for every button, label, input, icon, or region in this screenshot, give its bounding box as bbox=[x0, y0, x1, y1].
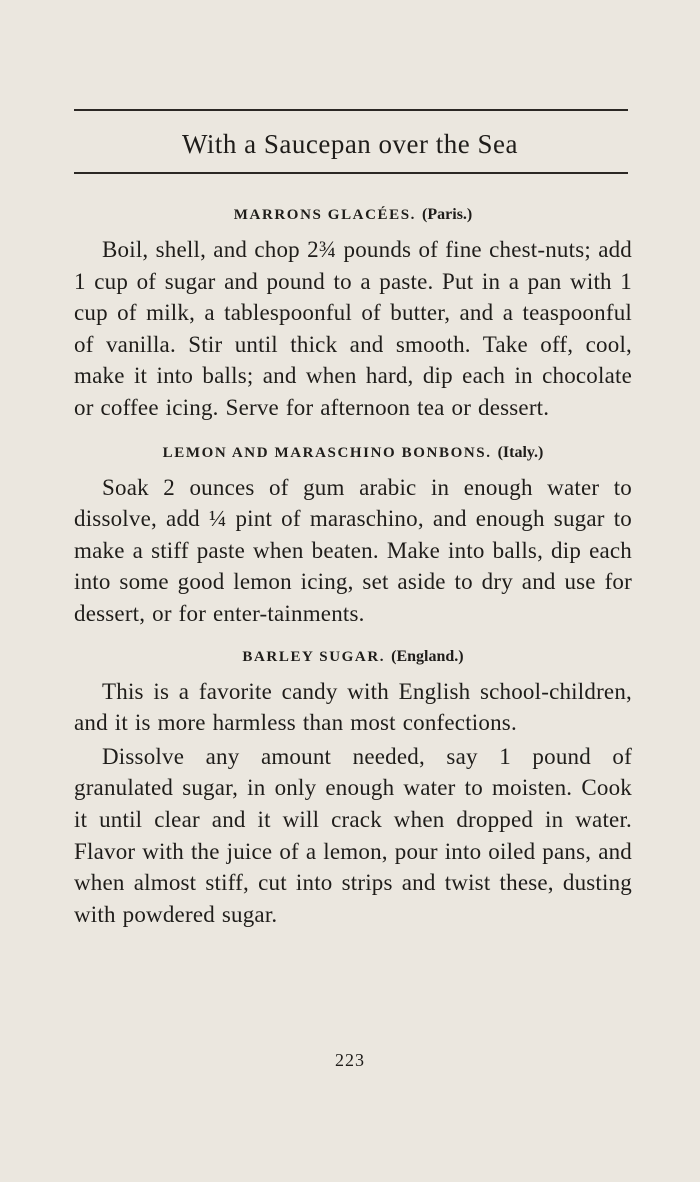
recipe-heading-lemon-maraschino-bonbons bbox=[74, 438, 632, 468]
recipe-heading-barley-sugar bbox=[74, 642, 632, 672]
recipe-origin: (Paris.) bbox=[422, 206, 473, 223]
recipe-title: LEMON AND MARASCHINO BONBONS. bbox=[162, 444, 492, 461]
recipe-paragraph: Boil, shell, and chop 2¾ pounds of fine chest-nuts; add 1 cup of sugar and pound to a paste. Put in a pan with 1 cup of milk, a tablespoonful of butter, and a teaspoonful of vanilla. Stir until thick and smooth. Take off, cool, make it into balls; and when hard, dip each in chocolate or coffee icing. Serve for afternoon tea or dessert. bbox=[74, 237, 632, 420]
header-rule-top bbox=[74, 109, 628, 111]
recipe-title: BARLEY SUGAR. bbox=[242, 648, 386, 665]
recipe-paragraph: This is a favorite candy with English school-children, and it is more harmless than most confections. bbox=[74, 678, 632, 736]
running-head: With a Saucepan over the Sea bbox=[181, 129, 519, 159]
recipe-title: MARRONS GLACÉES. bbox=[233, 207, 417, 223]
recipe-paragraph: Dissolve any amount needed, say 1 pound of granulated sugar, in only enough water to moisten. Cook it until clear and it will crack when dropped in water. Flavor with the juice of a lemon, pour into oiled pans, and when almost stiff, cut into strips and twist these, dusting with powdered sugar. bbox=[74, 743, 632, 927]
page-number: 223 bbox=[335, 1050, 365, 1070]
recipe-origin: (England.) bbox=[391, 647, 464, 665]
page-body bbox=[74, 198, 632, 930]
recipe-heading-marrons-glacees bbox=[74, 200, 632, 230]
recipe-paragraph: Soak 2 ounces of gum arabic in enough water to dissolve, add ¼ pint of maraschino, and enough sugar to make a stiff paste when beaten. Make into balls, dip each into some good lemon icing, set aside to dry and use for dessert, or for enter-tainments. bbox=[74, 474, 632, 626]
header-rule-bottom bbox=[74, 172, 628, 174]
recipe-origin: (Italy.) bbox=[497, 443, 544, 461]
